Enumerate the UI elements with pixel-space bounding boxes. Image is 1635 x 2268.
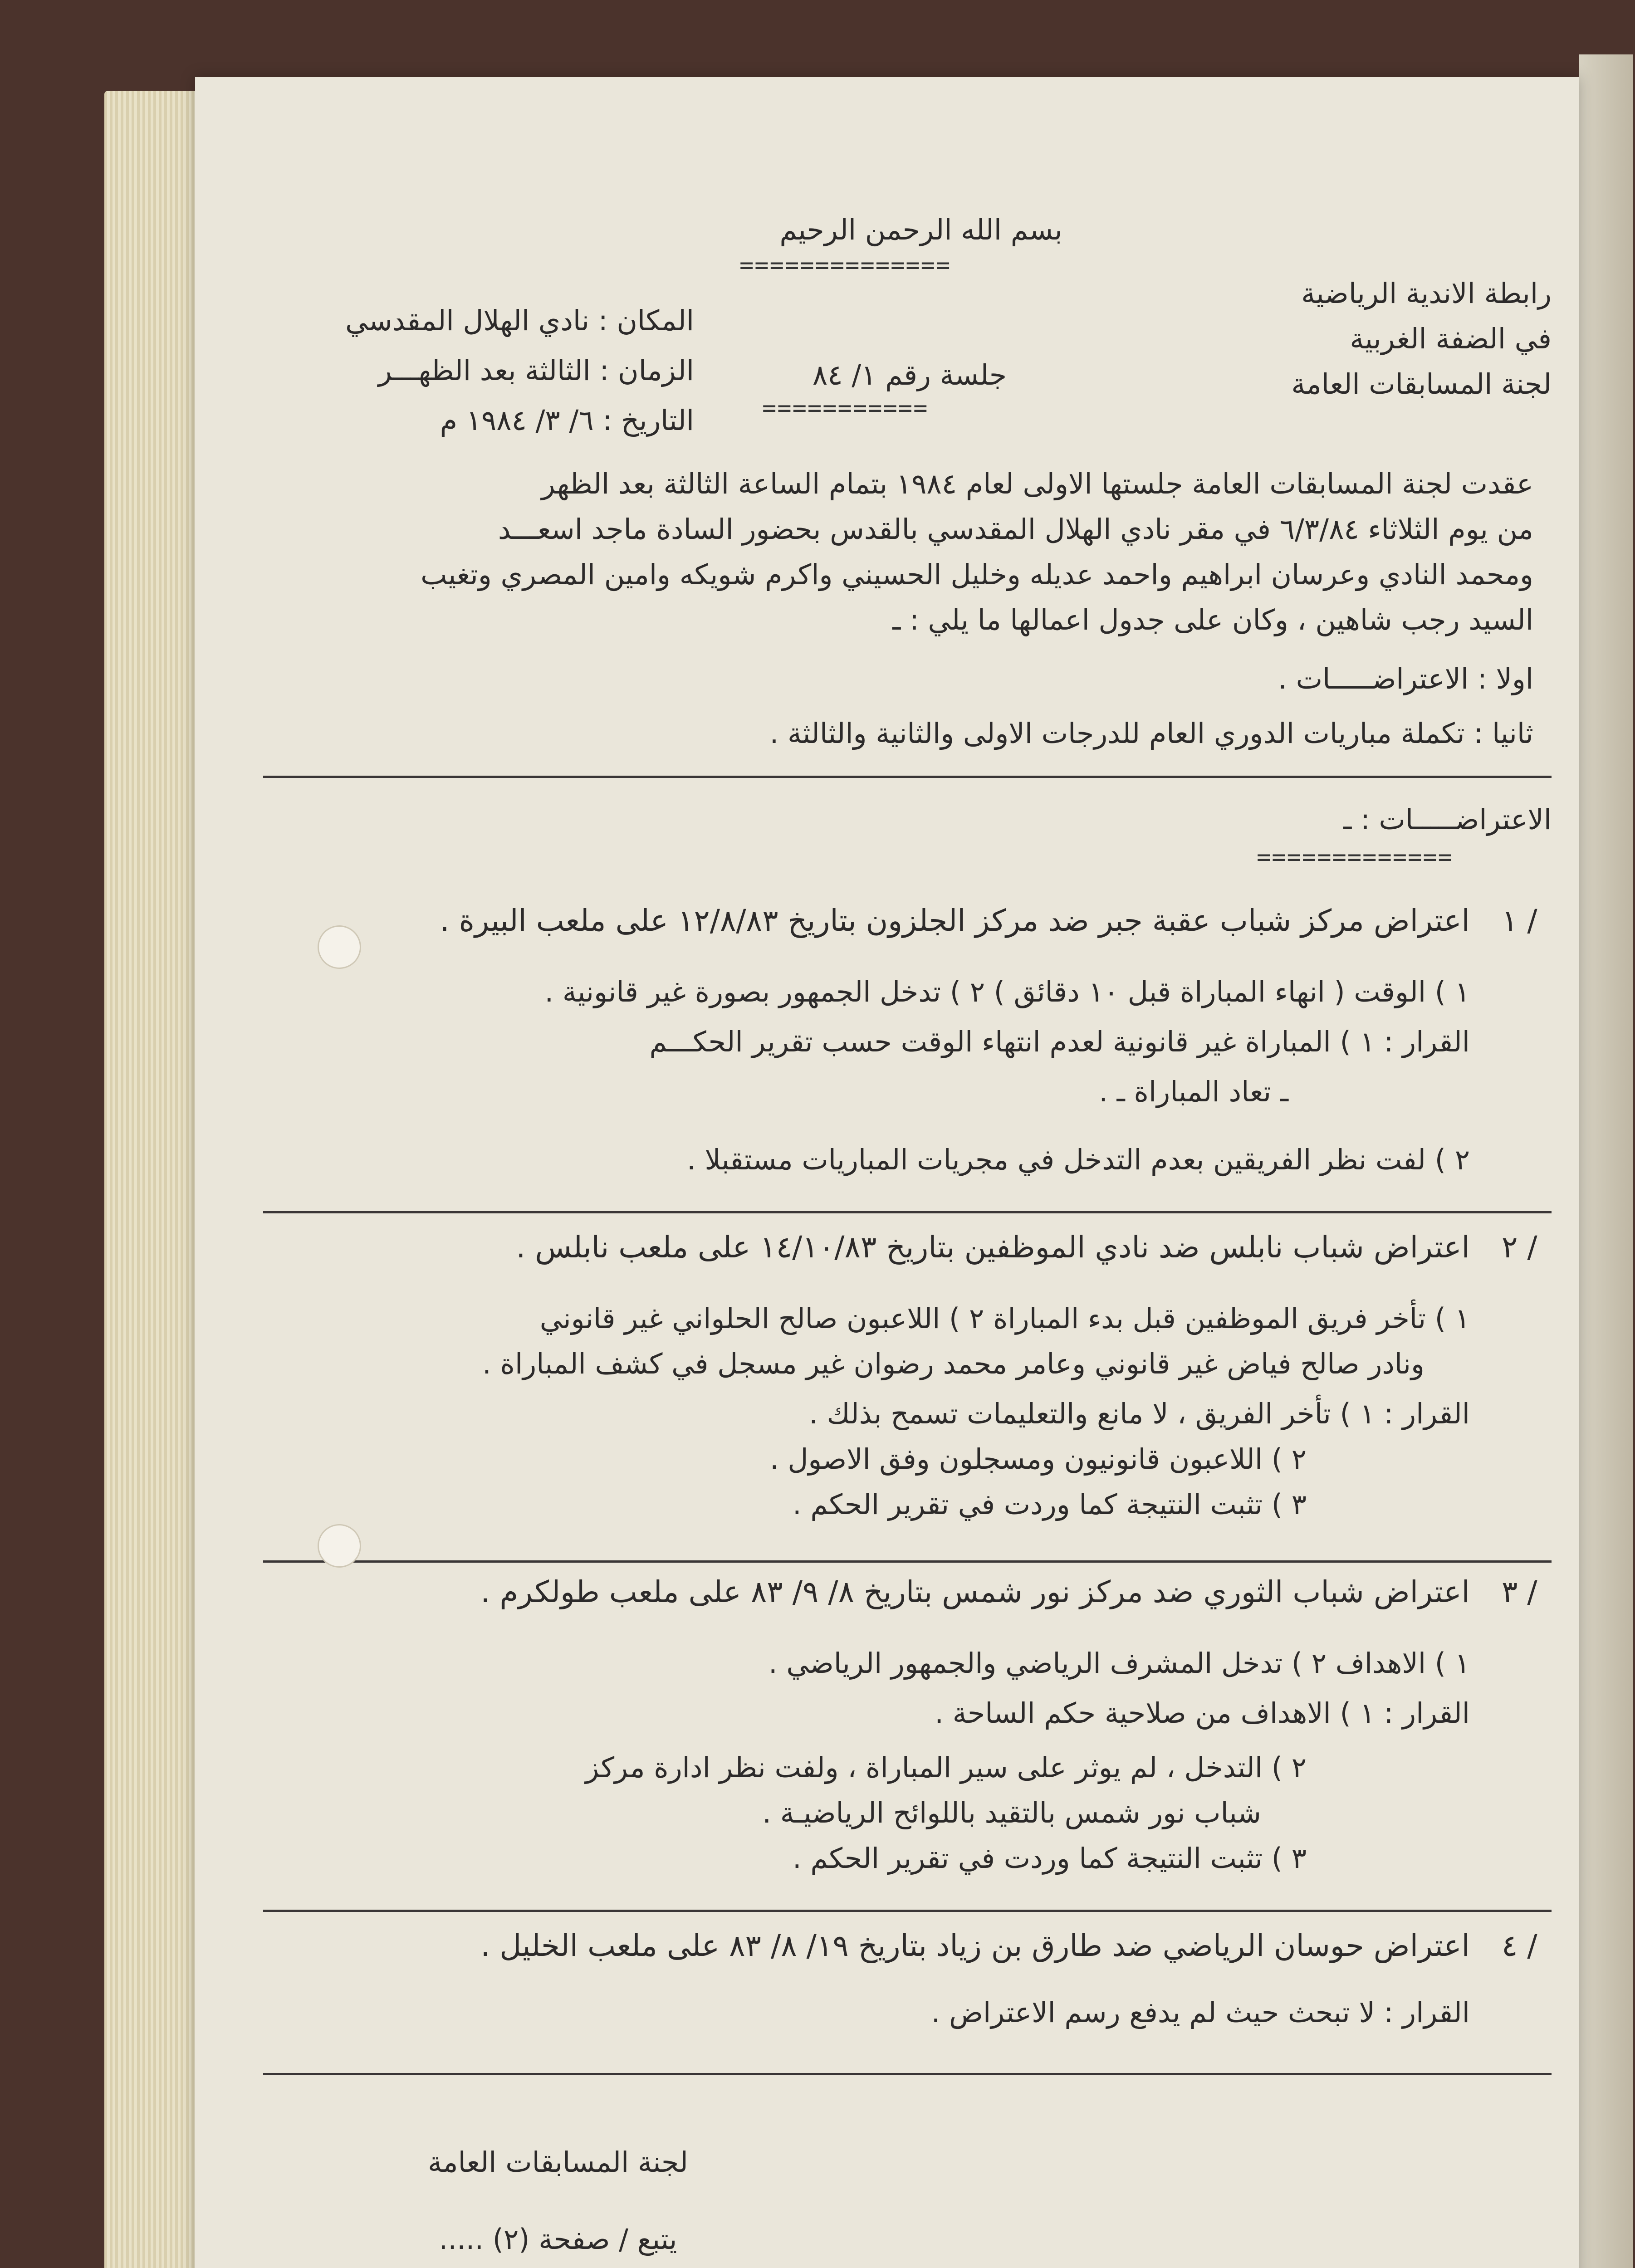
meeting-date: التاريخ : ٦/ ٣/ ١٩٨٤ م: [440, 404, 694, 437]
objection-1-line-1: ١ ) الوقت ( انهاء المباراة قبل ١٠ دقائق ) ٢ ) تدخل الجمهور بصورة غير قانونية .: [544, 975, 1470, 1008]
org-line-1: رابطة الاندية الرياضية: [1301, 277, 1552, 310]
objection-4-number: ٤ /: [1502, 1928, 1537, 1963]
objection-2-line-3: القرار : ١ ) تأخر الفريق ، لا مانع والتعليمات تسمح بذلك .: [809, 1397, 1470, 1430]
divider: [263, 1560, 1552, 1563]
objection-4-title: اعتراض حوسان الرياضي ضد طارق بن زياد بتاريخ ١٩/ ٨/ ٨٣ على ملعب الخليل .: [480, 1928, 1470, 1963]
session-number: جلسة رقم ١/ ٨٤: [812, 358, 1007, 391]
page-edge: [1579, 54, 1633, 2268]
divider: [263, 2073, 1552, 2075]
punch-hole: [318, 1524, 361, 1568]
divider: [263, 776, 1552, 778]
punch-hole: [318, 925, 361, 969]
objection-2-number: ٢ /: [1502, 1230, 1537, 1265]
org-line-3: لجنة المسابقات العامة: [1291, 367, 1552, 401]
divider: [263, 1211, 1552, 1213]
intro-line-1: عقدت لجنة المسابقات العامة جلستها الاولى لعام ١٩٨٤ بتمام الساعة الثالثة بعد الظهر: [541, 467, 1533, 500]
objection-1-line-3: ـ تعاد المباراة ـ .: [1099, 1075, 1288, 1108]
objection-3-line-2: القرار : ١ ) الاهداف من صلاحية حكم الساحة .: [935, 1696, 1470, 1730]
objection-1-number: ١ /: [1502, 903, 1537, 938]
session-underline: ===========: [762, 395, 929, 422]
objection-1-line-2: القرار : ١ ) المباراة غير قانونية لعدم انتهاء الوقت حسب تقرير الحكـــم: [649, 1025, 1470, 1058]
objection-4-line-1: القرار : لا تبحث حيث لم يدفع رسم الاعتراض .: [931, 1996, 1470, 2029]
objection-3-title: اعتراض شباب الثوري ضد مركز نور شمس بتاريخ ٨/ ٩/ ٨٣ على ملعب طولكرم .: [480, 1574, 1470, 1609]
objection-3-line-3: ٢ ) التدخل ، لم يوثر على سير المباراة ، ولفت نظر ادارة مركز: [585, 1751, 1307, 1784]
meeting-time: الزمان : الثالثة بعد الظهـــر: [378, 354, 694, 387]
objection-1-line-4: ٢ ) لفت نظر الفريقين بعدم التدخل في مجريات المباريات مستقبلا .: [687, 1143, 1470, 1176]
objection-3-line-5: ٣ ) تثبت النتيجة كما وردت في تقرير الحكم .: [793, 1842, 1307, 1875]
document-page: [195, 77, 1579, 2268]
objection-2-title: اعتراض شباب نابلس ضد نادي الموظفين بتاريخ ١٤/١٠/٨٣ على ملعب نابلس .: [516, 1230, 1470, 1265]
objection-1-title: اعتراض مركز شباب عقبة جبر ضد مركز الجلزون بتاريخ ١٢/٨/٨٣ على ملعب البيرة .: [440, 903, 1470, 938]
objection-3-number: ٣ /: [1502, 1574, 1537, 1609]
intro-line-2: من يوم الثلاثاء ٦/٣/٨٤ في مقر نادي الهلال المقدسي بالقدس بحضور السادة ماجد اسعـــد: [498, 513, 1533, 546]
divider: [263, 1910, 1552, 1912]
objections-underline: =============: [1257, 844, 1453, 871]
objection-2-line-2: ونادر صالح فياض غير قانوني وعامر محمد رضوان غير مسجل في كشف المباراة .: [482, 1347, 1425, 1380]
objection-2-line-5: ٣ ) تثبت النتيجة كما وردت في تقرير الحكم .: [793, 1488, 1307, 1521]
footer-committee: لجنة المسابقات العامة: [428, 2146, 688, 2179]
footer-continued: يتبع / صفحة (٢) .....: [439, 2223, 677, 2256]
bismillah: بسم الله الرحمن الرحيم: [779, 213, 1062, 246]
objection-2-line-1: ١ ) تأخر فريق الموظفين قبل بدء المباراة ٢ ) اللاعبون صالح الحلواني غير قانوني: [539, 1302, 1470, 1335]
objections-heading: الاعتراضـــــات : ـ: [1343, 803, 1552, 836]
bismillah-underline: ==============: [739, 252, 951, 279]
agenda-item-2: ثانيا : تكملة مباريات الدوري العام للدرجات الاولى والثانية والثالثة .: [769, 717, 1533, 750]
org-line-2: في الضفة الغربية: [1350, 322, 1552, 355]
intro-line-4: السيد رجب شاهين ، وكان على جدول اعمالها ما يلي : ـ: [892, 603, 1533, 636]
objection-3-line-1: ١ ) الاهداف ٢ ) تدخل المشرف الرياضي والجمهور الرياضي .: [768, 1647, 1470, 1680]
objection-3-line-4: شباب نور شمس بالتقيد باللوائح الرياضيـة .: [762, 1796, 1261, 1829]
objection-2-line-4: ٢ ) اللاعبون قانونيون ومسجلون وفق الاصول .: [769, 1442, 1307, 1476]
meeting-place: المكان : نادي الهلال المقدسي: [345, 304, 694, 337]
agenda-item-1: اولا : الاعتراضـــــات .: [1278, 662, 1533, 695]
intro-line-3: ومحمد النادي وعرسان ابراهيم واحمد عديله وخليل الحسيني واكرم شويكه وامين المصري وتغيب: [421, 558, 1533, 591]
